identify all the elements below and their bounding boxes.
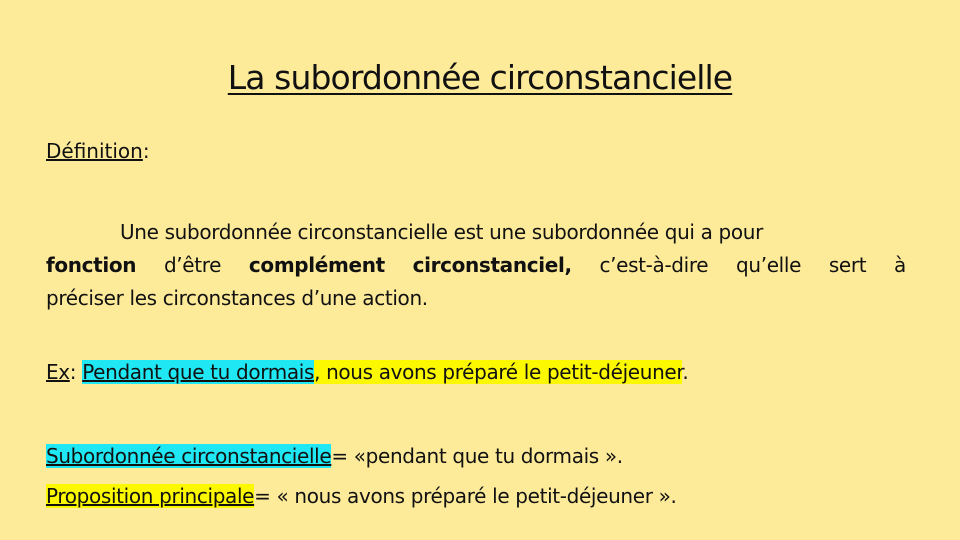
definition-line-3: préciser les circonstances d’une action.	[46, 286, 428, 310]
summary-main-value: = « nous avons préparé le petit-déjeuner ».	[254, 484, 677, 508]
example-main-clause: , nous avons préparé le petit-déjeuner	[314, 360, 683, 384]
definition-line-2	[46, 249, 906, 282]
definition-colon: :	[142, 139, 150, 163]
definition-word: à	[894, 253, 906, 277]
summary-subordinate-row	[46, 436, 676, 476]
definition-word: fonction	[46, 253, 137, 277]
example-label: Ex	[46, 360, 70, 384]
definition-word: complément	[248, 253, 385, 277]
example-period: .	[682, 360, 689, 384]
summary-main-row	[46, 476, 676, 516]
example-colon: :	[69, 360, 83, 384]
definition-word: qu’elle	[736, 253, 802, 277]
example-subordinate-clause: Pendant que tu dormais	[82, 360, 315, 384]
slide-title: La subordonnée circonstancielle	[227, 58, 733, 97]
summary-subordinate-label: Subordonnée circonstancielle	[46, 444, 332, 468]
summary-subordinate-value: = «pendant que tu dormais ».	[331, 444, 623, 468]
example-line	[46, 356, 688, 389]
definition-label: Définition	[46, 139, 143, 163]
definition-word: d’être	[163, 253, 222, 277]
clause-summary	[46, 436, 676, 516]
definition-word: sert	[828, 253, 867, 277]
definition-heading	[46, 137, 150, 165]
summary-main-label: Proposition principale	[46, 484, 255, 508]
definition-word: c’est-à-dire	[599, 253, 709, 277]
definition-word: circonstanciel,	[412, 253, 572, 277]
definition-paragraph	[46, 216, 906, 315]
definition-line-1: Une subordonnée circonstancielle est une subordonnée qui a pour	[120, 220, 763, 244]
